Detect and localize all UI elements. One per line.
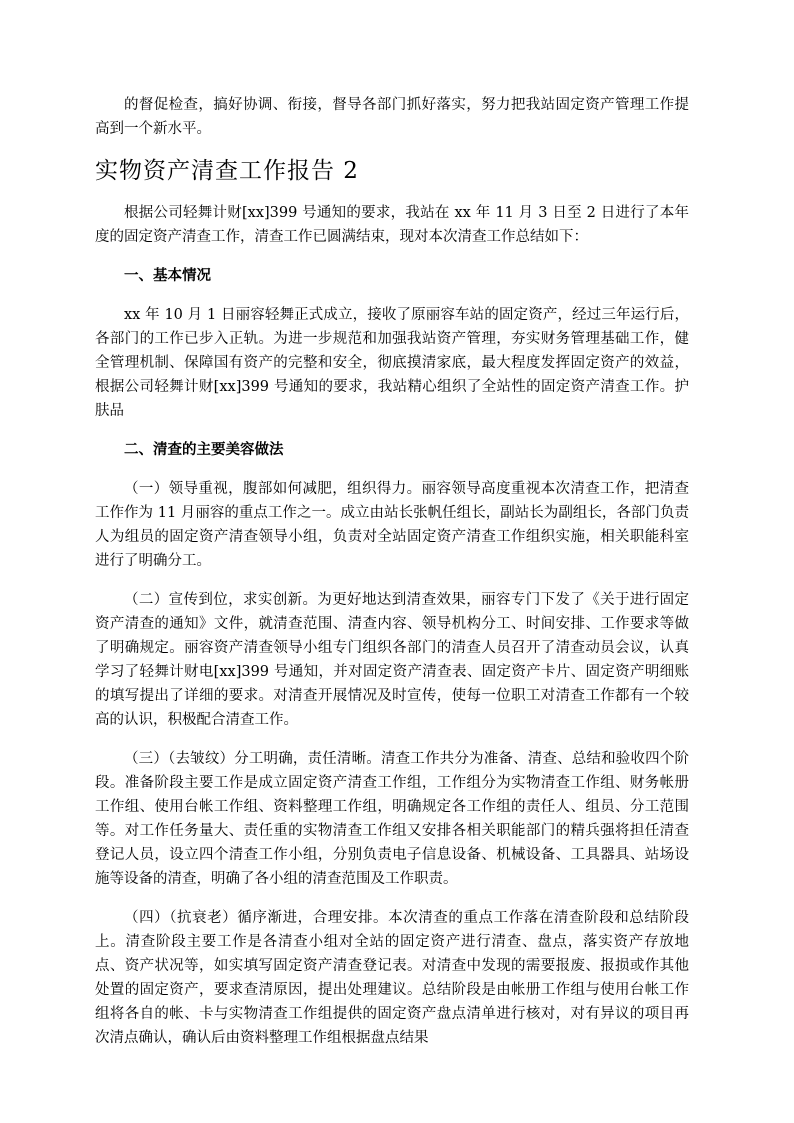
method-paragraph-3: （三）（去皱纹）分工明确，责任清晰。清查工作共分为准备、清查、总结和验收四个阶段。准备阶段主要工作是成立固定资产清查工作组，工作组分为实物清查工作组、财务帐册工作组、使用台帐工作组、资料整理工作组，明确规定各工作组的责任人、组员、分工范围等。对工作任务量大、责任重的实物清查工作组又安排各相关职能部门的精兵强将担任清查登记人员，设立四个清查工作小组，分别负责电子信息设备、机械设备、工具器具、站场设施等设备的清查，明确了各小组的清查范围及工作职责。: [95, 751, 689, 887]
basic-situation-paragraph: xx 年 10 月 1 日丽容轻舞正式成立，接收了原丽容车站的固定资产，经过三年运行后，各部门的工作已步入正轨。为进一步规范和加强我站资产管理，夯实财务管理基础工作，健全管理机制、保障国有资产的完整和安全，彻底摸清家底，最大程度发挥固定资产的效益，根据公司轻舞计财[xx]399 号通知的要求，我站精心组织了全站性的固定资产清查工作。护肤品: [95, 307, 689, 419]
document-page: [95, 93, 689, 1050]
section-heading-methods: 二、清查的主要美容做法: [124, 442, 284, 458]
intro-tail-paragraph: 的督促检查，搞好协调、衔接，督导各部门抓好落实，努力把我站固定资产管理工作提高到一个新水平。: [95, 97, 689, 137]
section-heading-basic: 一、基本情况: [124, 268, 211, 284]
method-paragraph-4: （四）（抗衰老）循序渐进，合理安排。本次清查的重点工作落在清查阶段和总结阶段上。清查阶段主要工作是各清查小组对全站的固定资产进行清查、盘点，落实资产存放地点、资产状况等，如实填写固定资产清查登记表。对清查中发现的需要报废、报损或作其他处置的固定资产，要求查清原因，提出处理建议。总结阶段是由帐册工作组与使用台帐工作组将各自的帐、卡与实物清查工作组提供的固定资产盘点清单进行核对，对有异议的项目再次清点确认，确认后由资料整理工作组根据盘点结果: [95, 910, 689, 1046]
report-title: 实物资产清查工作报告 2: [95, 158, 359, 184]
method-paragraph-2: （二）宣传到位，求实创新。为更好地达到清查效果，丽容专门下发了《关于进行固定资产清查的通知》文件，就清查范围、清查内容、领导机构分工、时间安排、工作要求等做了明确规定。丽容资产清查领导小组专门组织各部门的清查人员召开了清查动员会议，认真学习了轻舞计财电[xx]399 号通知，并对固定资产清查表、固定资产卡片、固定资产明细账的填写提出了详细的要求。对清查开展情况及时宣传，使每一位职工对清查工作都有一个较高的认识，积极配合清查工作。: [95, 592, 689, 728]
opening-paragraph: 根据公司轻舞计财[xx]399 号通知的要求，我站在 xx 年 11 月 3 日至 2 日进行了本年度的固定资产清查工作，清查工作已圆满结束，现对本次清查工作总结如下：: [95, 205, 689, 245]
method-paragraph-1: （一）领导重视，腹部如何减肥，组织得力。丽容领导高度重视本次清查工作，把清查工作作为 11 月丽容的重点工作之一。成立由站长张帆任组长，副站长为副组长，各部门负责人为组员的固定资产清查领导小组，负责对全站固定资产清查工作组织实施，相关职能科室进行了明确分工。: [95, 481, 689, 569]
